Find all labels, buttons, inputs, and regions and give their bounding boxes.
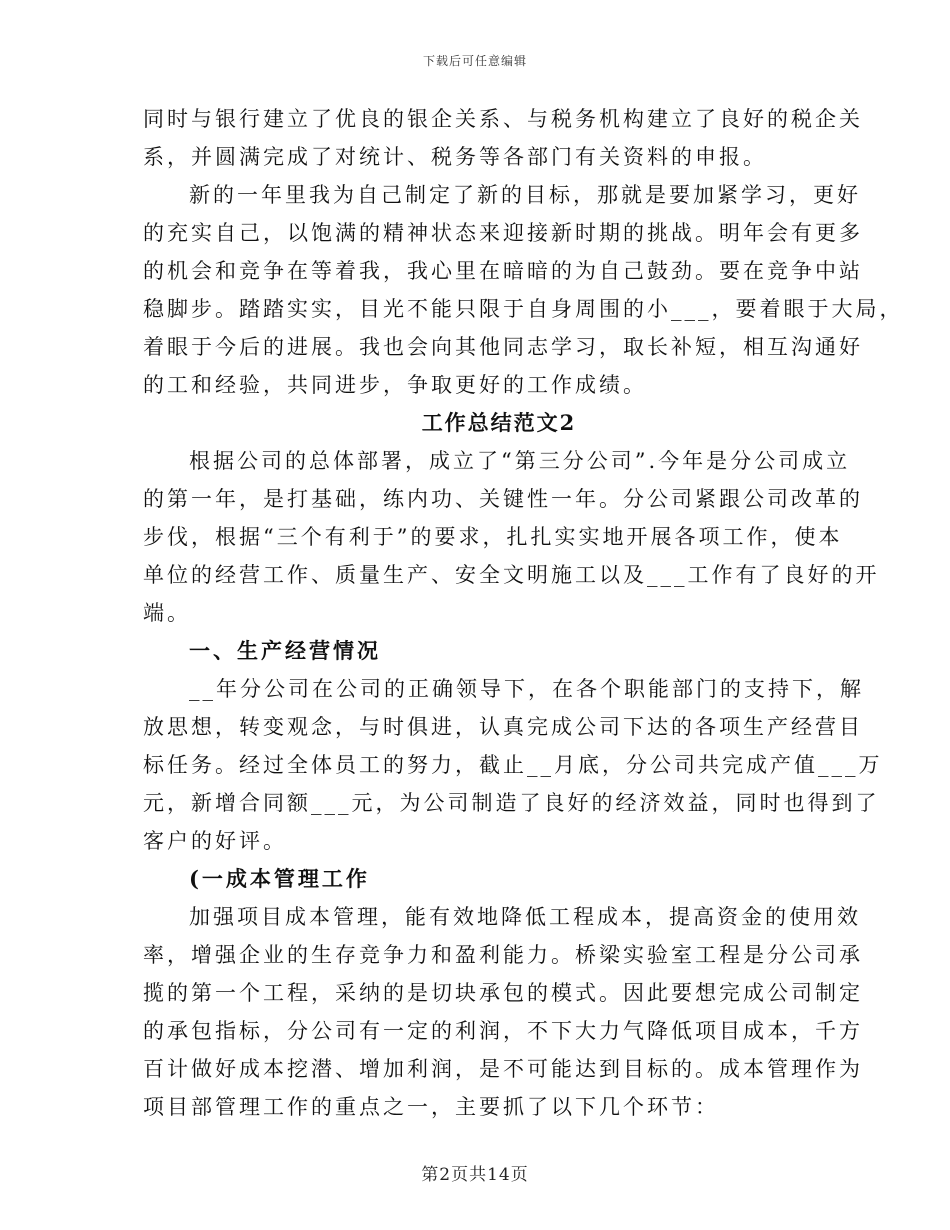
paragraph-line: 的充实自己，以饱满的精神状态来迎接新时期的挑战。明年会有更多: [143, 221, 863, 245]
paragraph-line: 元，新增合同额___元，为公司制造了良好的经济效益，同时也得到了: [143, 791, 880, 815]
paragraph-line: 率，增强企业的生存竞争力和盈利能力。桥梁实验室工程是分公司承: [143, 943, 863, 967]
paragraph-line: 的第一年，是打基础，练内功、关键性一年。分公司紧跟公司改革的: [143, 487, 863, 511]
paragraph-line: 放思想，转变观念，与时俱进，认真完成公司下达的各项生产经营目: [143, 715, 863, 739]
paragraph-first-line: __年分公司在公司的正确领导下，在各个职能部门的支持下，解: [189, 677, 864, 701]
paragraph-line: 稳脚步。踏踏实实，目光不能只限于自身周围的小___，要着眼于大局，: [143, 297, 904, 321]
paragraph-line: 的工和经验，共同进步，争取更好的工作成绩。: [143, 373, 647, 397]
paragraph-line: 的机会和竞争在等着我，我心里在暗暗的为自己鼓劲。要在竞争中站: [143, 259, 863, 283]
page-header: 下载后可任意编辑: [422, 54, 527, 68]
paragraph-line: 系，并圆满完成了对统计、税务等各部门有关资料的申报。: [143, 145, 767, 169]
section-title: 工作总结范文2: [421, 410, 577, 435]
paragraph-line: 标任务。经过全体员工的努力，截止__月底，分公司共完成产值___万: [143, 753, 883, 777]
paragraph-line: 百计做好成本挖潜、增加利润，是不可能达到目标的。成本管理作为: [143, 1057, 863, 1081]
paragraph-line: 着眼于今后的进展。我也会向其他同志学习，取长补短，相互沟通好: [143, 335, 863, 359]
paragraph-line: 同时与银行建立了优良的银企关系、与税务机构建立了良好的税企关: [143, 107, 863, 131]
section-heading: (一成本管理工作: [189, 866, 370, 891]
paragraph-first-line: 新的一年里我为自己制定了新的目标，那就是要加紧学习，更好: [189, 183, 861, 207]
paragraph-line: 单位的经营工作、质量生产、安全文明施工以及___工作有了良好的开: [143, 563, 880, 587]
paragraph-line: 客户的好评。: [143, 829, 287, 853]
page-footer: 第2页共14页: [421, 1165, 529, 1185]
paragraph-line: 项目部管理工作的重点之一，主要抓了以下几个环节：: [143, 1095, 719, 1119]
paragraph-first-line: 根据公司的总体部署，成立了“第三分公司”.今年是分公司成立: [189, 449, 851, 473]
paragraph-line: 的承包指标，分公司有一定的利润，不下大力气降低项目成本，千方: [143, 1019, 863, 1043]
document-body: [143, 100, 904, 1126]
section-heading: 一、生产经营情况: [189, 638, 381, 663]
paragraph-line: 揽的第一个工程，采纳的是切块承包的模式。因此要想完成公司制定: [143, 981, 863, 1005]
paragraph-line: 步伐，根据“三个有利于”的要求，扎扎实实地开展各项工作，使本: [143, 525, 843, 549]
paragraph-line: 端。: [143, 601, 191, 625]
paragraph-first-line: 加强项目成本管理，能有效地降低工程成本，提高资金的使用效: [189, 905, 861, 929]
